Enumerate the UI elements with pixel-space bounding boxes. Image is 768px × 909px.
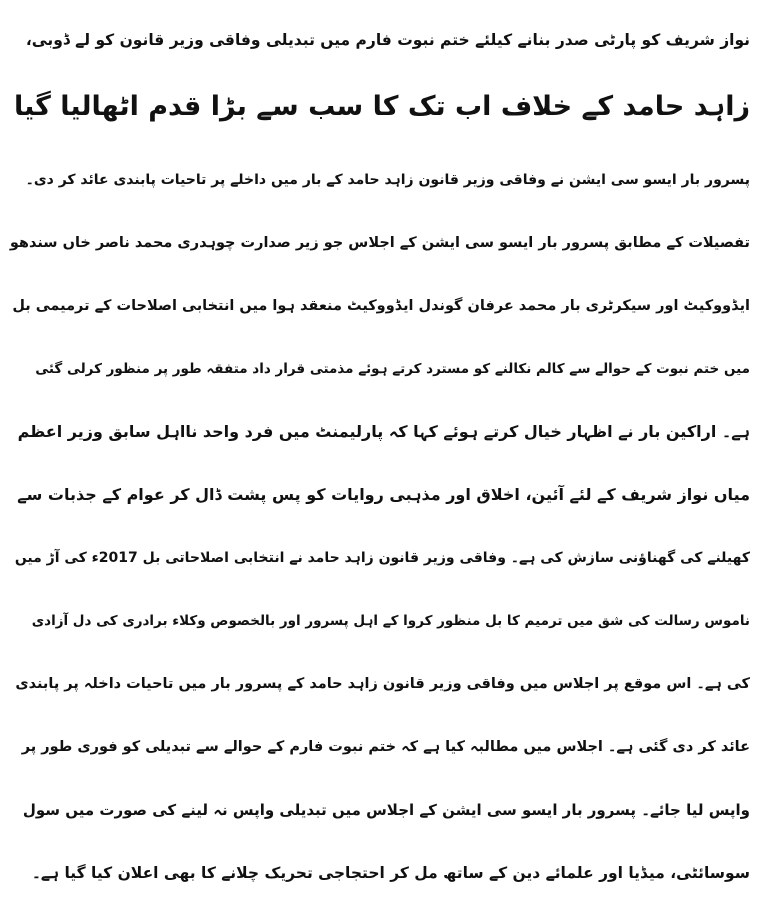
body-line: تفصیلات کے مطابق پسرور بار ایسو سی ایشن کے اجلاس جو زیر صدارت چوہدری محمد ناصر خاں سندھو — [9, 235, 750, 251]
headline-line: زاہد حامد کے خلاف اب تک کا سب سے بڑا قدم اٹھالیا گیا — [13, 91, 750, 122]
body-line: واپس لیا جائے۔ پسرور بار ایسو سی ایشن کے اجلاس میں تبدیلی واپس نہ لینے کی صورت میں سول — [22, 801, 750, 819]
body-line: ایڈووکیٹ اور سیکرٹری بار محمد عرفان گوندل ایڈووکیٹ منعقد ہوا میں انتخابی اصلاحات کے ترمیمی بل — [12, 298, 750, 314]
body-line: کی ہے۔ اس موقع پر اجلاس میں وفاقی وزیر قانون زاہد حامد کے پسرور بار میں تاحیات داخلہ پر پابندی — [15, 676, 750, 692]
headline-line: نواز شریف کو پارٹی صدر بنانے کیلئے ختم نبوت فارم میں تبدیلی وفاقی وزیر قانون کو لے ڈوبی، — [25, 31, 750, 49]
body-line: میاں نواز شریف کے لئے آئین، اخلاق اور مذہبی روایات کو پس پشت ڈال کر عوام کے جذبات سے — [17, 485, 750, 504]
body-line: ہے۔ اراکین بار نے اظہار خیال کرتے ہوئے کہا کہ پارلیمنٹ میں فرد واحد نااہل سابق وزیر اعظم — [17, 422, 750, 441]
body-line: کھیلنے کی گھناؤنی سازش کی ہے۔ وفاقی وزیر قانون زاہد حامد نے انتخابی اصلاحاتی بل 2017ء کی آڑ میں — [14, 550, 750, 566]
news-article — [10, 0, 750, 909]
body-line: پسرور بار ایسو سی ایشن نے وفاقی وزیر قانون زاہد حامد کے بار میں داخلے پر تاحیات پابندی عائد کر دی۔ — [25, 172, 750, 188]
body-line: میں ختم نبوت کے حوالے سے کالم نکالنے کو مسترد کرتے ہوئے مذمتی قرار داد متفقہ طور پر منظور کرلی گئی — [35, 361, 750, 377]
body-line: عائد کر دی گئی ہے۔ اجلاس میں مطالبہ کیا ہے کہ ختم نبوت فارم کے حوالے سے تبدیلی کو فوری طور پر — [21, 739, 750, 755]
body-line: سوسائٹی، میڈیا اور علمائے دین کے ساتھ مل کر احتجاجی تحریک چلانے کا بھی اعلان کیا گیا ہے۔ — [31, 864, 750, 882]
body-line: ناموس رسالت کی شق میں ترمیم کا بل منظور کروا کے اہل پسرور اور بالخصوص وکلاء برادری کی دل آزادی — [31, 613, 750, 629]
